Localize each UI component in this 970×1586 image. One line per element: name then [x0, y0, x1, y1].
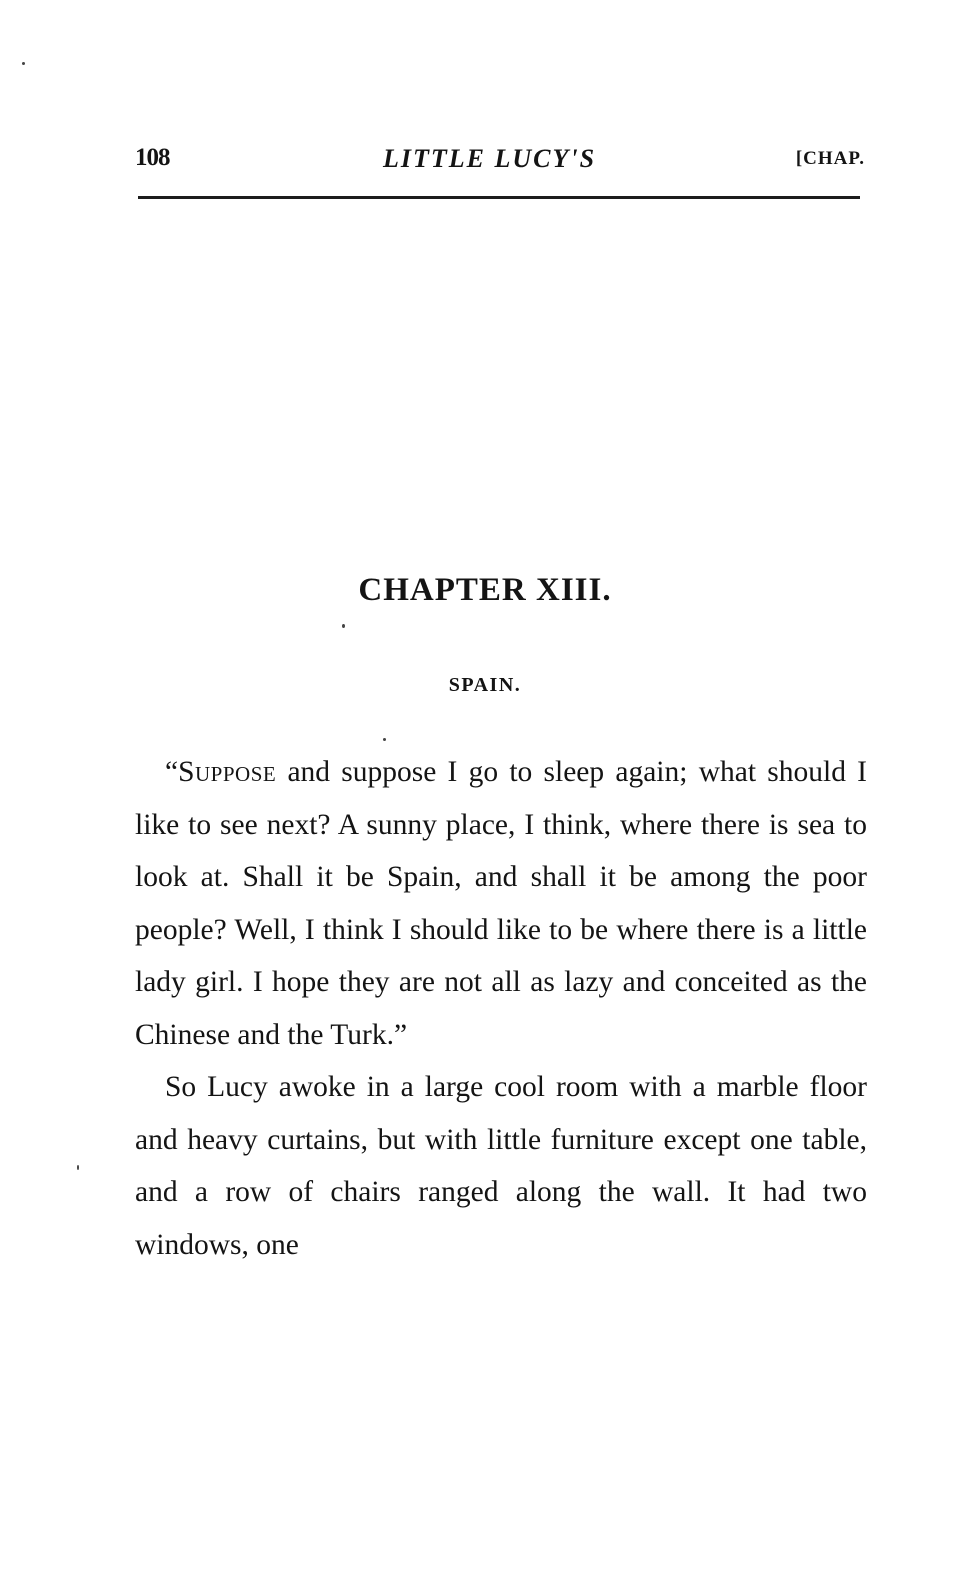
body-text: [135, 746, 867, 1271]
paragraph-1-text: and suppose I go to sleep again; what should I like to see next? A sunny place, I think, where there is sea to look at. Shall it be Spain, and shall it be among the poor people? Well, I think I should like to be where there is a little lady girl. I hope they are not all as lazy and conceited as the Chinese and the Turk.”: [135, 756, 867, 1051]
page-number: 108: [135, 144, 170, 171]
chapter-marker: [CHAP.: [795, 148, 865, 169]
scan-speck: [22, 62, 25, 65]
chapter-title: SPAIN.: [448, 674, 522, 696]
scan-speck: [342, 624, 345, 628]
paragraph-2: [135, 1061, 867, 1271]
lead-small-caps: Suppose: [178, 756, 277, 788]
scan-speck: [383, 738, 386, 741]
paragraph-1: [135, 746, 867, 1061]
running-head: [135, 142, 865, 182]
open-quote: “: [165, 756, 179, 788]
running-title: LITTLE LUCY'S: [383, 144, 597, 173]
header-rule: [138, 196, 860, 199]
chapter-heading: CHAPTER XIII.: [358, 572, 612, 608]
scan-speck: [77, 1165, 79, 1170]
paragraph-2-text: So Lucy awoke in a large cool room with a marble floor and heavy curtains, but with little furniture except one table, and a row of chairs ranged along the wall. It had two windows, one: [135, 1071, 867, 1261]
